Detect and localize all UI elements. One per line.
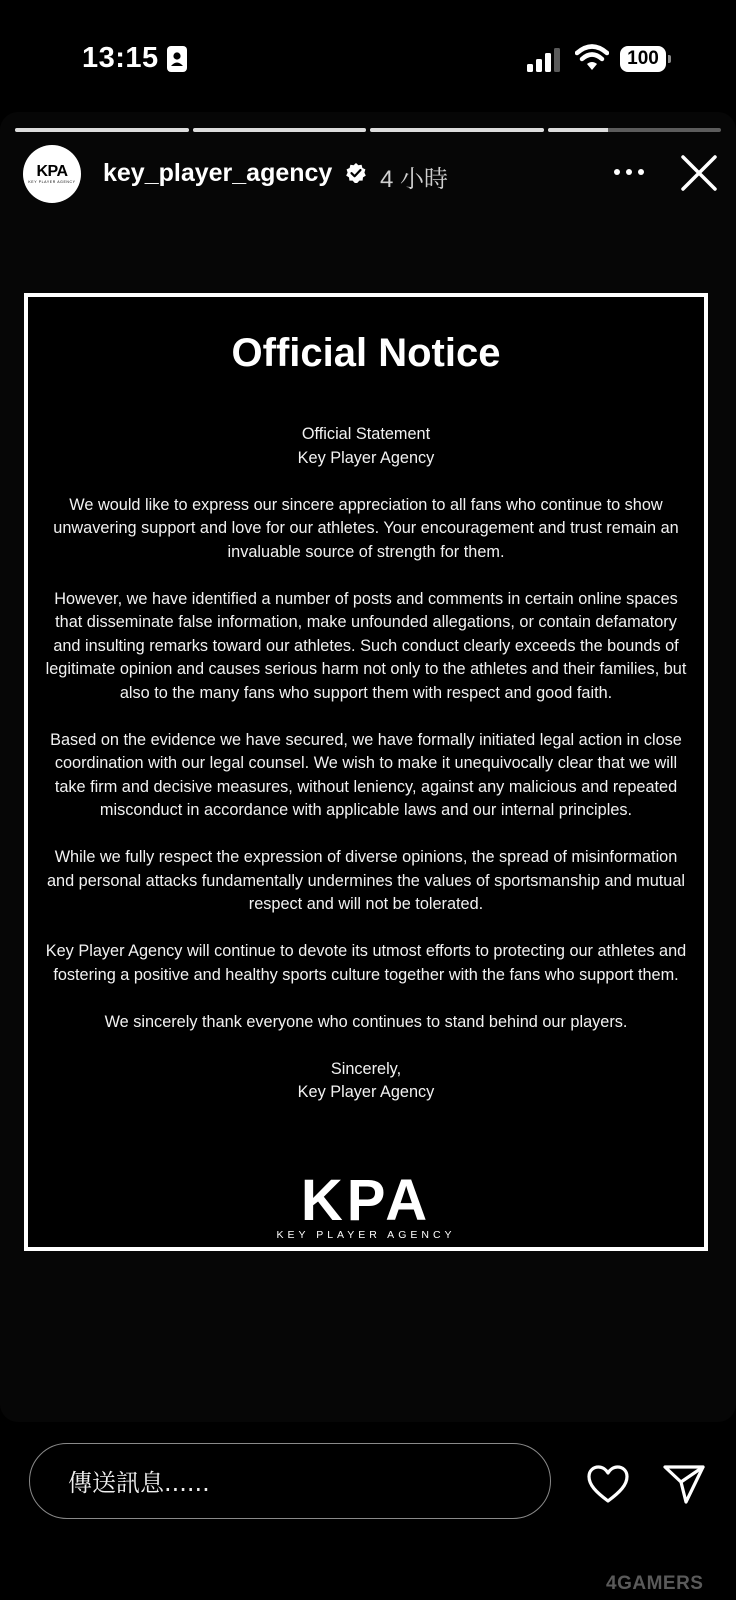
battery-icon [620,46,672,72]
progress-fill [15,128,189,132]
notice-paragraph: While we fully respect the expression of diverse opinions, the spread of misinformation and personal attacks fundamentally undermines the values of sportsmanship and mutual respect and will not be tolerated. [46,848,686,913]
verified-badge-icon [346,163,366,183]
statement-heading [42,423,690,470]
wifi-icon [575,44,609,72]
closing-line: Sincerely, [330,1059,402,1078]
kpa-logo [28,1168,704,1241]
notice-paragraph: Key Player Agency will continue to devote its utmost efforts to protecting our athletes and fostering a positive and healthy sports culture together with the fans who support them. [45,942,687,984]
close-icon[interactable] [680,154,718,192]
progress-segment-2 [193,128,367,132]
notice-paragraph: Based on the evidence we have secured, we have formally initiated legal action in close coordination with our legal counsel. We wish to make it unequivocally clear that we will take firm and decisive measures, without leniency, against any malicious and repeated misconduct in accordance with applicable laws and our internal principles. [50,730,682,819]
notice-image [24,293,708,1251]
watermark: 4GAMERS [606,1573,704,1594]
message-composer[interactable] [29,1443,551,1519]
post-age: 4 小時 [380,166,449,193]
story-viewer[interactable] [0,112,736,1422]
more-options-icon[interactable] [612,159,646,185]
battery-level: 100 [620,46,666,72]
notice-body [42,423,690,1128]
kpa-logo-subtitle: KEY PLAYER AGENCY [276,1229,456,1241]
progress-fill [548,128,609,132]
notice-paragraph: However, we have identified a number of posts and comments in certain online spaces that disseminate false information, make unfounded allegations, or contain defamatory and insulting remarks toward our athletes. Such conduct clearly exceeds the bounds of legitimate opinion and causes serious harm not only to the athletes and their families, but also to the many fans who support them with respect and good faith. [45,589,687,702]
avatar-logo-text: KPA [36,162,68,180]
notice-title: Official Notice [231,331,501,375]
status-time: 13:15 [82,42,159,74]
avatar-logo-subtext: KEY PLAYER AGENCY [28,179,76,184]
story-progress [15,128,721,132]
closing-signature: Key Player Agency [297,1083,435,1101]
like-heart-icon[interactable] [586,1464,630,1504]
notice-closing [42,1058,690,1105]
send-icon[interactable] [662,1462,706,1506]
id-card-icon [167,46,187,72]
message-input[interactable] [66,1464,510,1502]
avatar[interactable] [23,145,81,203]
username-link[interactable]: key_player_agency [103,159,333,187]
battery-cap [668,55,671,63]
progress-fill [370,128,544,132]
notice-paragraph: We would like to express our sincere appreciation to all fans who continue to show unwavering support and love for our athletes. Your encouragement and trust remain an invaluable source of strength for them. [53,495,679,561]
notice-paragraph: We sincerely thank everyone who continues to stand behind our players. [104,1012,628,1031]
kpa-logo-wordmark: KPA [300,1168,432,1233]
statement-agency-line: Key Player Agency [297,448,435,467]
statement-heading-line: Official Statement [301,425,431,443]
status-bar [0,0,736,112]
progress-fill [193,128,367,132]
progress-segment-3 [370,128,544,132]
progress-segment-4 [548,128,722,132]
progress-segment-1 [15,128,189,132]
signal-icon [527,48,563,72]
